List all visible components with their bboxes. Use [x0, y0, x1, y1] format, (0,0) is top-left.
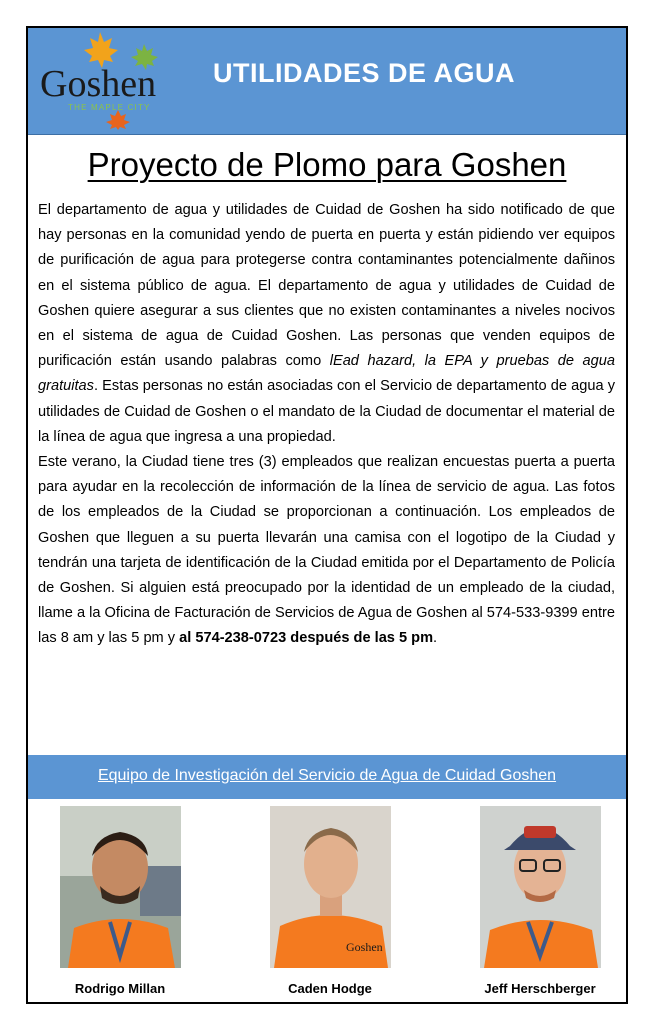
team-title: Equipo de Investigación del Servicio de Agua de Cuidad Goshen: [97, 767, 557, 784]
member-photo: [270, 806, 391, 968]
team-member-card: [45, 806, 195, 996]
paragraph-2-bold: al 574-238-0723 después de las 5 pm: [179, 630, 434, 647]
paragraph-1: [38, 198, 615, 450]
member-name: Caden Hodge: [288, 981, 372, 996]
goshen-logo: [38, 30, 188, 130]
document-title: Proyecto de Plomo para Goshen: [87, 146, 567, 183]
team-member-card: [465, 806, 615, 996]
member-name: Rodrigo Millan: [74, 981, 166, 996]
member-photo: [480, 806, 601, 968]
paragraph-2: [38, 450, 615, 652]
team-banner: [28, 755, 626, 799]
paragraph-1-text-end: . Estas personas no están asociadas con el Servicio de departamento de agua y utilidades de Cuidad de Goshen o el mandato de la Ciudad de documentar el material de la línea de agua que ingresa a una propiedad.: [38, 378, 615, 445]
flyer-frame: [26, 26, 628, 1004]
header-title: UTILIDADES DE AGUA: [213, 58, 516, 88]
body-text: [38, 198, 615, 652]
logo-tagline: THE MAPLE CITY: [68, 103, 151, 112]
shirt-logo-text: Goshen: [345, 940, 383, 954]
header-banner: [28, 28, 626, 135]
paragraph-1-text: El departamento de agua y utilidades de Cuidad de Goshen ha sido notificado de que hay personas en la comunidad yendo de puerta en puerta y están pidiendo ver equipos de purificación de agua para protegerse contra contaminantes potencialmente dañinos en el sistema público de agua. El departamento de agua y utilidades de Cuidad de Goshen quiere asegurar a sus clientes que no existen contaminantes a niveles nocivos en el sistema de agua de Cuidad Goshen. Las personas que venden equipos de purificación están usando palabras como: [38, 202, 615, 370]
member-photo: [60, 806, 181, 968]
team-member-card: [255, 806, 405, 996]
paragraph-2-text: Este verano, la Ciudad tiene tres (3) empleados que realizan encuestas puerta a puerta para ayudar en la recolección de información de la línea de servicio de agua. Las fotos de los empleados de la Ciudad se proporcionan a continuación. Los empleados de Goshen que lleguen a su puerta llevarán una camisa con el logotipo de la Ciudad y tendrán una tarjeta de identificación de la Ciudad emitida por el Departamento de Policía de Goshen. Si alguien está preocupado por la identidad de un empleado de la ciudad, llame a la Oficina de Facturación de Servicios de Agua de Goshen al 574-533-9399 entre las 8 am y las 5 pm y: [38, 454, 615, 647]
logo-text: Goshen: [40, 63, 157, 105]
paragraph-1-italic: lEad hazard, la EPA y pruebas de agua gratuitas: [38, 353, 615, 395]
member-name: Jeff Herschberger: [484, 981, 596, 996]
paragraph-2-text-end: .: [433, 630, 438, 647]
